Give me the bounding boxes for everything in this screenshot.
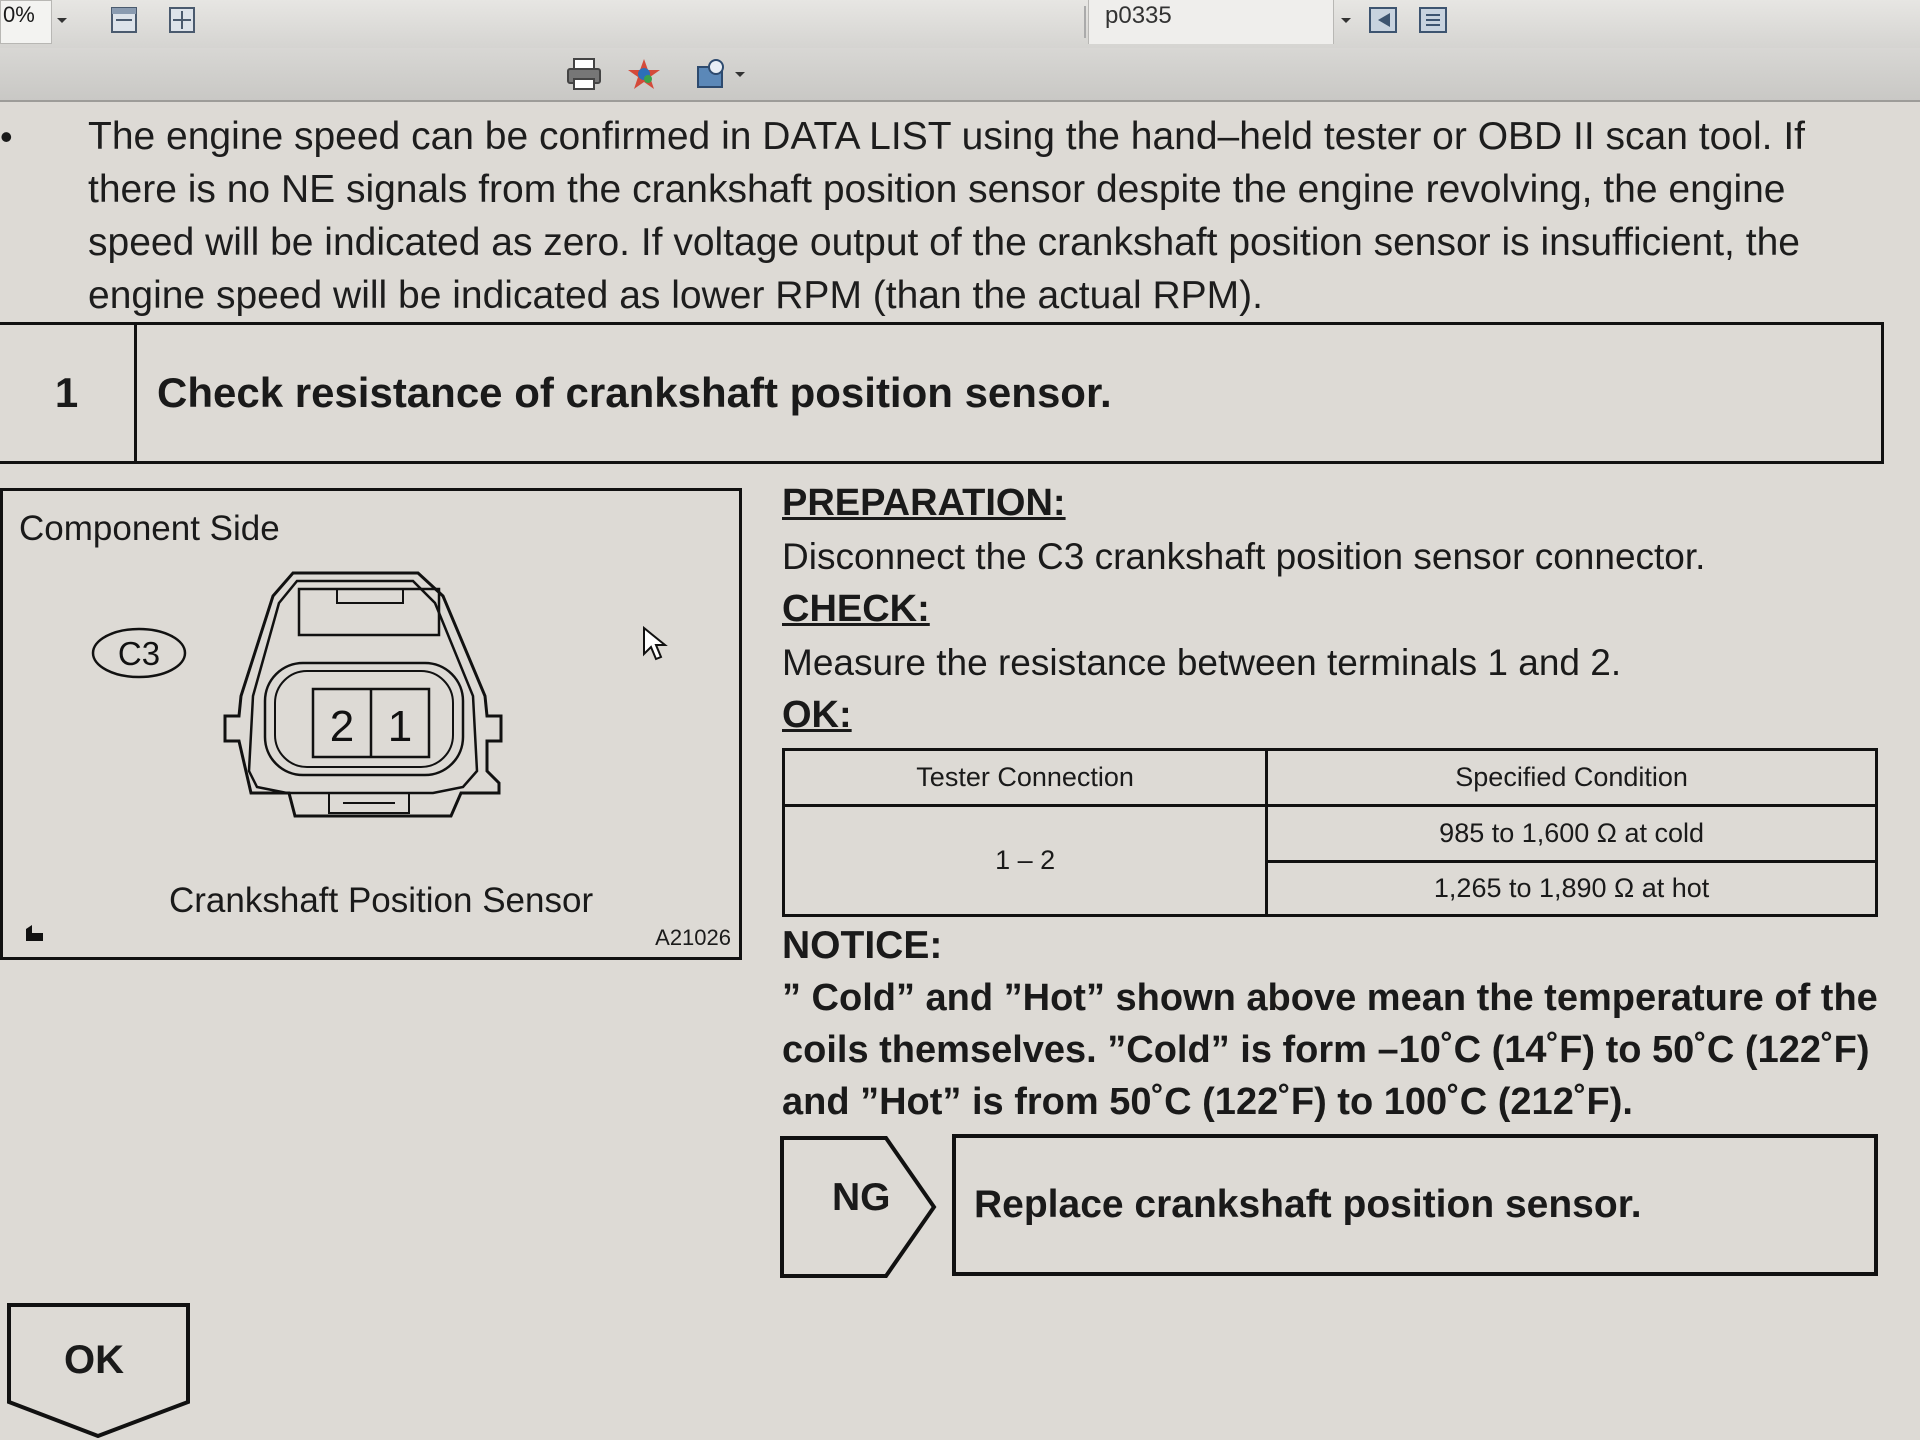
table-header-condition: Specified Condition	[1267, 750, 1877, 806]
connector-figure	[0, 488, 742, 960]
connector-id-label: C3	[117, 635, 161, 672]
top-toolbar	[0, 0, 1920, 49]
ng-action-box: Replace crankshaft position sensor.	[952, 1134, 1878, 1276]
note-mark-icon	[23, 923, 47, 948]
next-page-icon[interactable]	[1416, 2, 1452, 38]
table-cell-connection: 1 – 2	[784, 806, 1267, 916]
ok-label[interactable]: OK	[64, 1338, 124, 1382]
zoom-field[interactable]: 0%	[0, 0, 52, 44]
check-text: Measure the resistance between terminals 1 and 2.	[782, 642, 1622, 683]
step-header-box	[0, 322, 1884, 464]
terminal-2-label: 2	[329, 702, 355, 751]
component-side-label: Component Side	[19, 509, 280, 548]
highlight-star-icon[interactable]	[626, 56, 662, 92]
ng-label[interactable]: NG	[832, 1176, 891, 1219]
step-number: 1	[0, 325, 137, 461]
check-heading: CHECK:	[782, 588, 930, 630]
table-header-connection: Tester Connection	[784, 750, 1267, 806]
zoom-dropdown-icon[interactable]	[50, 2, 74, 38]
previous-page-icon[interactable]	[1366, 2, 1402, 38]
mouse-cursor-icon	[642, 626, 668, 662]
intro-paragraph: The engine speed can be confirmed in DATA LIST using the hand–held tester or OBD II scan tool. If there is no NE signals from the crankshaft position sensor despite the engine revolving, the engine speed will be indicated as zero. If voltage output of the crankshaft position sensor is insufficient, the engine speed will be indicated as lower RPM (than the actual RPM).	[88, 115, 1805, 317]
document-dropdown-icon[interactable]	[1334, 2, 1358, 38]
toolbar-separator	[1084, 6, 1086, 38]
notice-text: ” Cold” and ”Hot” shown above mean the temperature of the coils themselves. ”Cold” is form –10˚C (14˚F) to 50˚C (122˚F) and ”Hot” is from 50˚C (122˚F) to 100˚C (212˚F).	[782, 977, 1878, 1123]
bullet-dot: •	[0, 116, 13, 157]
figure-code: A21026	[655, 925, 731, 950]
preparation-heading: PREPARATION:	[782, 482, 1066, 524]
table-cell-cold: 985 to 1,600 Ω at cold	[1267, 806, 1877, 862]
fit-page-icon[interactable]	[164, 2, 200, 38]
search-tool-dropdown-icon[interactable]	[730, 56, 750, 92]
preparation-text: Disconnect the C3 crankshaft position sensor connector.	[782, 536, 1706, 577]
fit-width-icon[interactable]	[106, 2, 142, 38]
table-cell-hot: 1,265 to 1,890 Ω at hot	[1267, 862, 1877, 916]
print-icon[interactable]	[566, 56, 602, 92]
document-page	[0, 102, 1920, 1440]
search-tool-icon[interactable]	[694, 56, 730, 92]
step-title: Check resistance of crankshaft position sensor.	[157, 369, 1112, 416]
terminal-1-label: 1	[387, 702, 413, 751]
ok-heading: OK:	[782, 694, 852, 736]
secondary-toolbar	[0, 48, 1920, 102]
figure-caption: Crankshaft Position Sensor	[169, 881, 594, 920]
document-name-field[interactable]: p0335	[1088, 0, 1334, 44]
specification-table	[782, 748, 1878, 917]
notice-heading: NOTICE:	[782, 924, 943, 967]
